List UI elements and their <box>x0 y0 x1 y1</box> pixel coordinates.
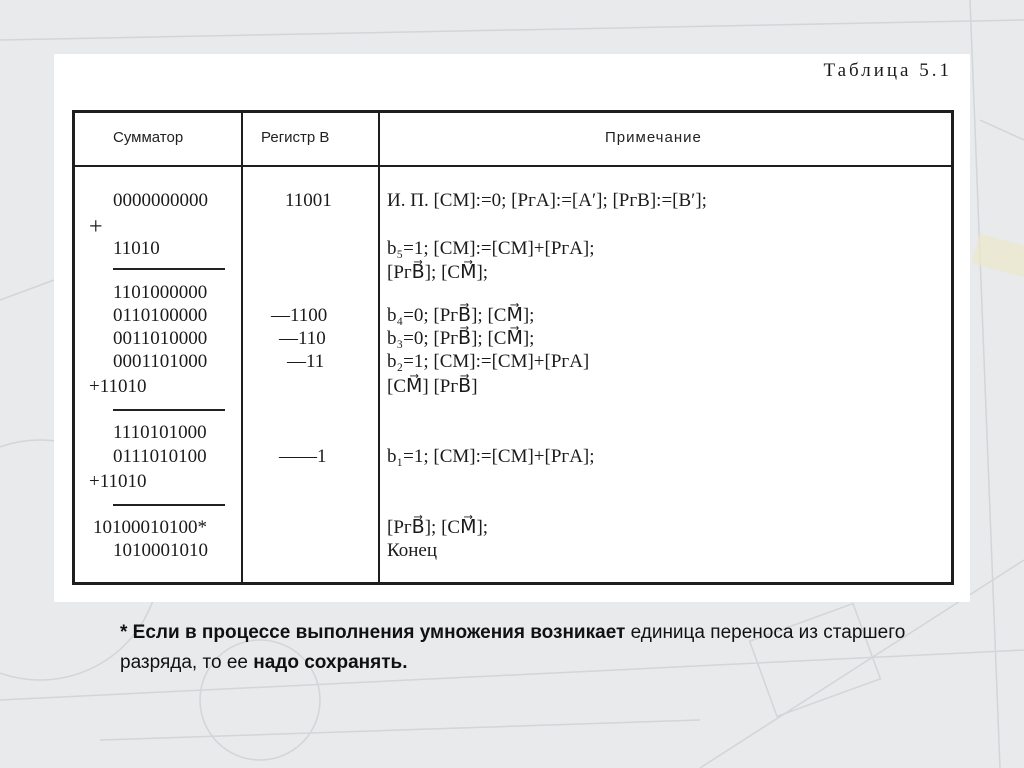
accumulator-value: +11010 <box>89 471 147 492</box>
accumulator-value: 10100010100* <box>93 517 207 538</box>
register-value: 11001 <box>285 190 332 211</box>
footnote <box>120 618 950 678</box>
note-line: [СМ⃗] [PгB⃗] <box>387 376 478 397</box>
sum-rule <box>113 268 225 270</box>
note-line: b₅=1; [СМ]:=[СМ]+[PгA]; <box>387 238 595 259</box>
note-line: [PгB⃗]; [СМ⃗]; <box>387 262 489 283</box>
accumulator-value: 0001101000 <box>113 351 208 372</box>
register-value: —1100 <box>271 305 328 326</box>
table-grid <box>72 110 954 585</box>
note-line: [PгB⃗]; [СМ⃗]; <box>387 517 489 538</box>
note-line: b₄=0; [PгB⃗]; [СМ⃗]; <box>387 305 535 326</box>
accumulator-value: 1110101000 <box>113 422 207 443</box>
accumulator-value: 0000000000 <box>113 190 208 211</box>
footnote-bold-end: надо сохранять. <box>253 652 408 673</box>
table-caption: Таблица 5.1 <box>823 60 952 81</box>
register-value: ——1 <box>279 446 327 467</box>
note-line: Конец <box>387 540 437 561</box>
note-line: b₂=1; [СМ]:=[СМ]+[PгA] <box>387 351 590 372</box>
note-line: b₃=0; [PгB⃗]; [СМ⃗]; <box>387 328 535 349</box>
footnote-regular: единица переноса из старшего разряда, то ее <box>120 622 906 673</box>
accumulator-value: 0111010100 <box>113 446 207 467</box>
register-value: —11 <box>287 351 325 372</box>
header-note: Примечание <box>605 129 702 146</box>
note-line: b₁=1; [СМ]:=[СМ]+[PгA]; <box>387 446 595 467</box>
scanned-table-image <box>54 54 970 602</box>
accumulator-value: 1101000000 <box>113 282 208 303</box>
accumulator-value: 0011010000 <box>113 328 208 349</box>
header-divider <box>75 165 951 167</box>
sum-rule <box>113 409 225 411</box>
accumulator-value: 11010 <box>113 238 160 259</box>
accumulator-value: 1010001010 <box>113 540 208 561</box>
note-line: И. П. [СМ]:=0; [PгA]:=[A′]; [PгB]:=[B′]; <box>387 190 707 211</box>
column-divider <box>378 113 380 582</box>
header-accumulator: Сумматор <box>113 129 184 146</box>
accumulator-value: +11010 <box>89 376 147 397</box>
header-register: Регистр B <box>261 129 330 146</box>
register-value: —110 <box>279 328 326 349</box>
footnote-bold-start: * Если в процессе выполнения умножения возникает <box>120 622 626 643</box>
column-divider <box>241 113 243 582</box>
plus-sign: + <box>89 214 103 240</box>
sum-rule <box>113 504 225 506</box>
accumulator-value: 0110100000 <box>113 305 208 326</box>
